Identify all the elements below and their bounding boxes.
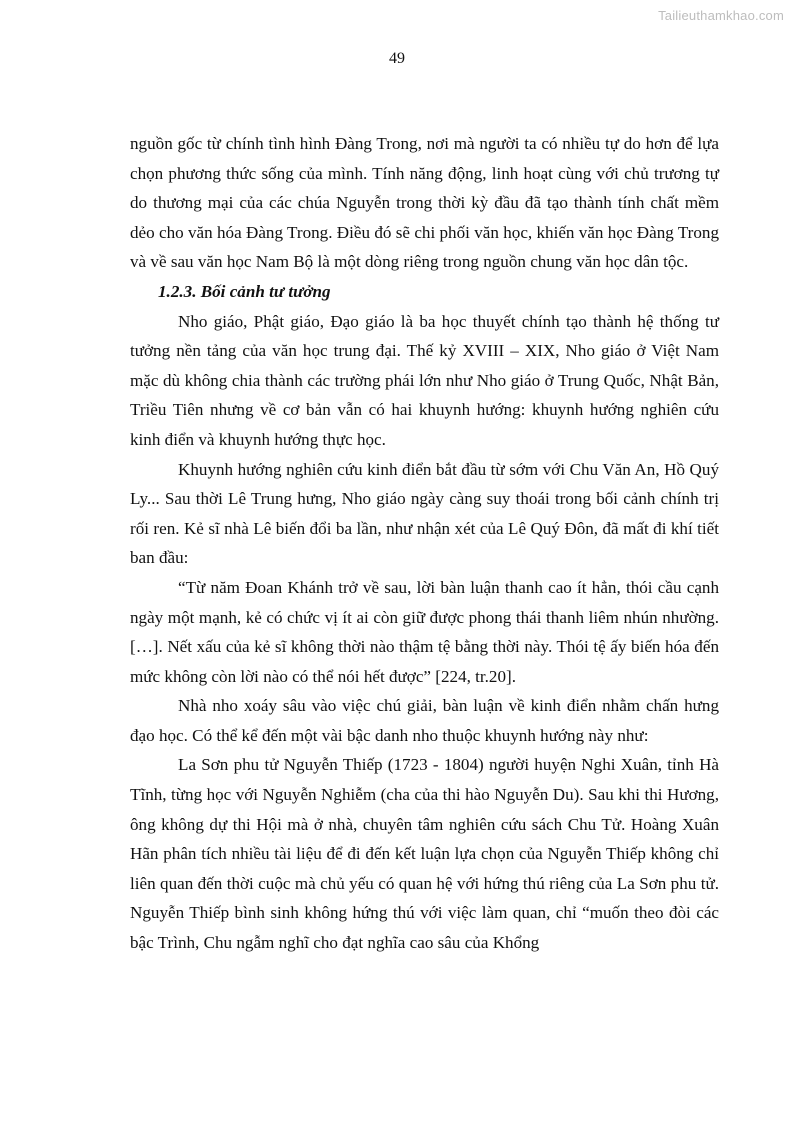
paragraph-continuation: nguồn gốc từ chính tình hình Đàng Trong, nơi mà người ta có nhiều tự do hơn để lựa chọn phương thức sống của mình. Tính năng động, linh hoạt cùng với chủ trương tự do thương mại của các chúa Nguyễn trong thời kỳ đầu đã tạo thành tính chất mềm dẻo cho văn hóa Đàng Trong. Điều đó sẽ chi phối văn học, khiến văn học Đàng Trong và về sau văn học Nam Bộ là một dòng riêng trong nguồn chung văn học dân tộc. — [130, 134, 719, 272]
section-heading: 1.2.3. Bối cảnh tư tưởng — [158, 281, 331, 301]
paragraph-intro: Nho giáo, Phật giáo, Đạo giáo là ba học thuyết chính tạo thành hệ thống tư tưởng nền tảng của văn học trung đại. Thế kỷ XVIII – XIX, Nho giáo ở Việt Nam mặc dù không chia thành các trường phái lớn như Nho giáo ở Trung Quốc, Nhật Bản, Triều Tiên nhưng về cơ bản vẫn có hai khuynh hướng: khuynh hướng nghiên cứu kinh điển và khuynh hướng thực học. — [130, 311, 719, 449]
paragraph-quote: “Từ năm Đoan Khánh trở về sau, lời bàn luận thanh cao ít hẳn, thói cầu cạnh ngày một mạnh, kẻ có chức vị ít ai còn giữ được phong thái thanh liêm nhún nhường. […]. Nết xấu của kẻ sĩ không thời nào thậm tệ bằng thời này. Thói tệ ấy biến hóa đến mức không còn lời nào có thể nói hết được” [224, tr.20]. — [130, 577, 719, 686]
document-body — [130, 129, 719, 958]
paragraph-scholars: Nhà nho xoáy sâu vào việc chú giải, bàn luận về kinh điển nhằm chấn hưng đạo học. Có thể kể đến một vài bậc danh nho thuộc khuynh hướng này như: — [130, 696, 719, 745]
paragraph-classical-trend: Khuynh hướng nghiên cứu kinh điển bắt đầu từ sớm với Chu Văn An, Hồ Quý Ly... Sau thời Lê Trung hưng, Nho giáo ngày càng suy thoái trong bối cảnh chính trị rối ren. Kẻ sĩ nhà Lê biến đổi ba lần, như nhận xét của Lê Quý Đôn, đã mất đi khí tiết ban đầu: — [130, 459, 719, 568]
page-number: 49 — [389, 50, 405, 67]
watermark-text: Tailieuthamkhao.com — [658, 8, 784, 23]
paragraph-nguyen-thiep: La Sơn phu tử Nguyễn Thiếp (1723 - 1804) người huyện Nghi Xuân, tỉnh Hà Tĩnh, từng học với Nguyễn Nghiễm (cha của thi hào Nguyễn Du). Sau khi thi Hương, ông không dự thi Hội mà ở nhà, chuyên tâm nghiên cứu sách Chu Tử. Hoàng Xuân Hãn phân tích nhiều tài liệu để đi đến kết luận lựa chọn của Nguyễn Thiếp không chỉ liên quan đến thời cuộc mà chủ yếu có quan hệ với hứng thú riêng của La Sơn phu tử. Nguyễn Thiếp bình sinh không hứng thú với việc làm quan, chỉ “muốn theo đòi các bậc Trình, Chu ngẫm nghĩ cho đạt nghĩa cao sâu của Khổng — [130, 755, 719, 953]
